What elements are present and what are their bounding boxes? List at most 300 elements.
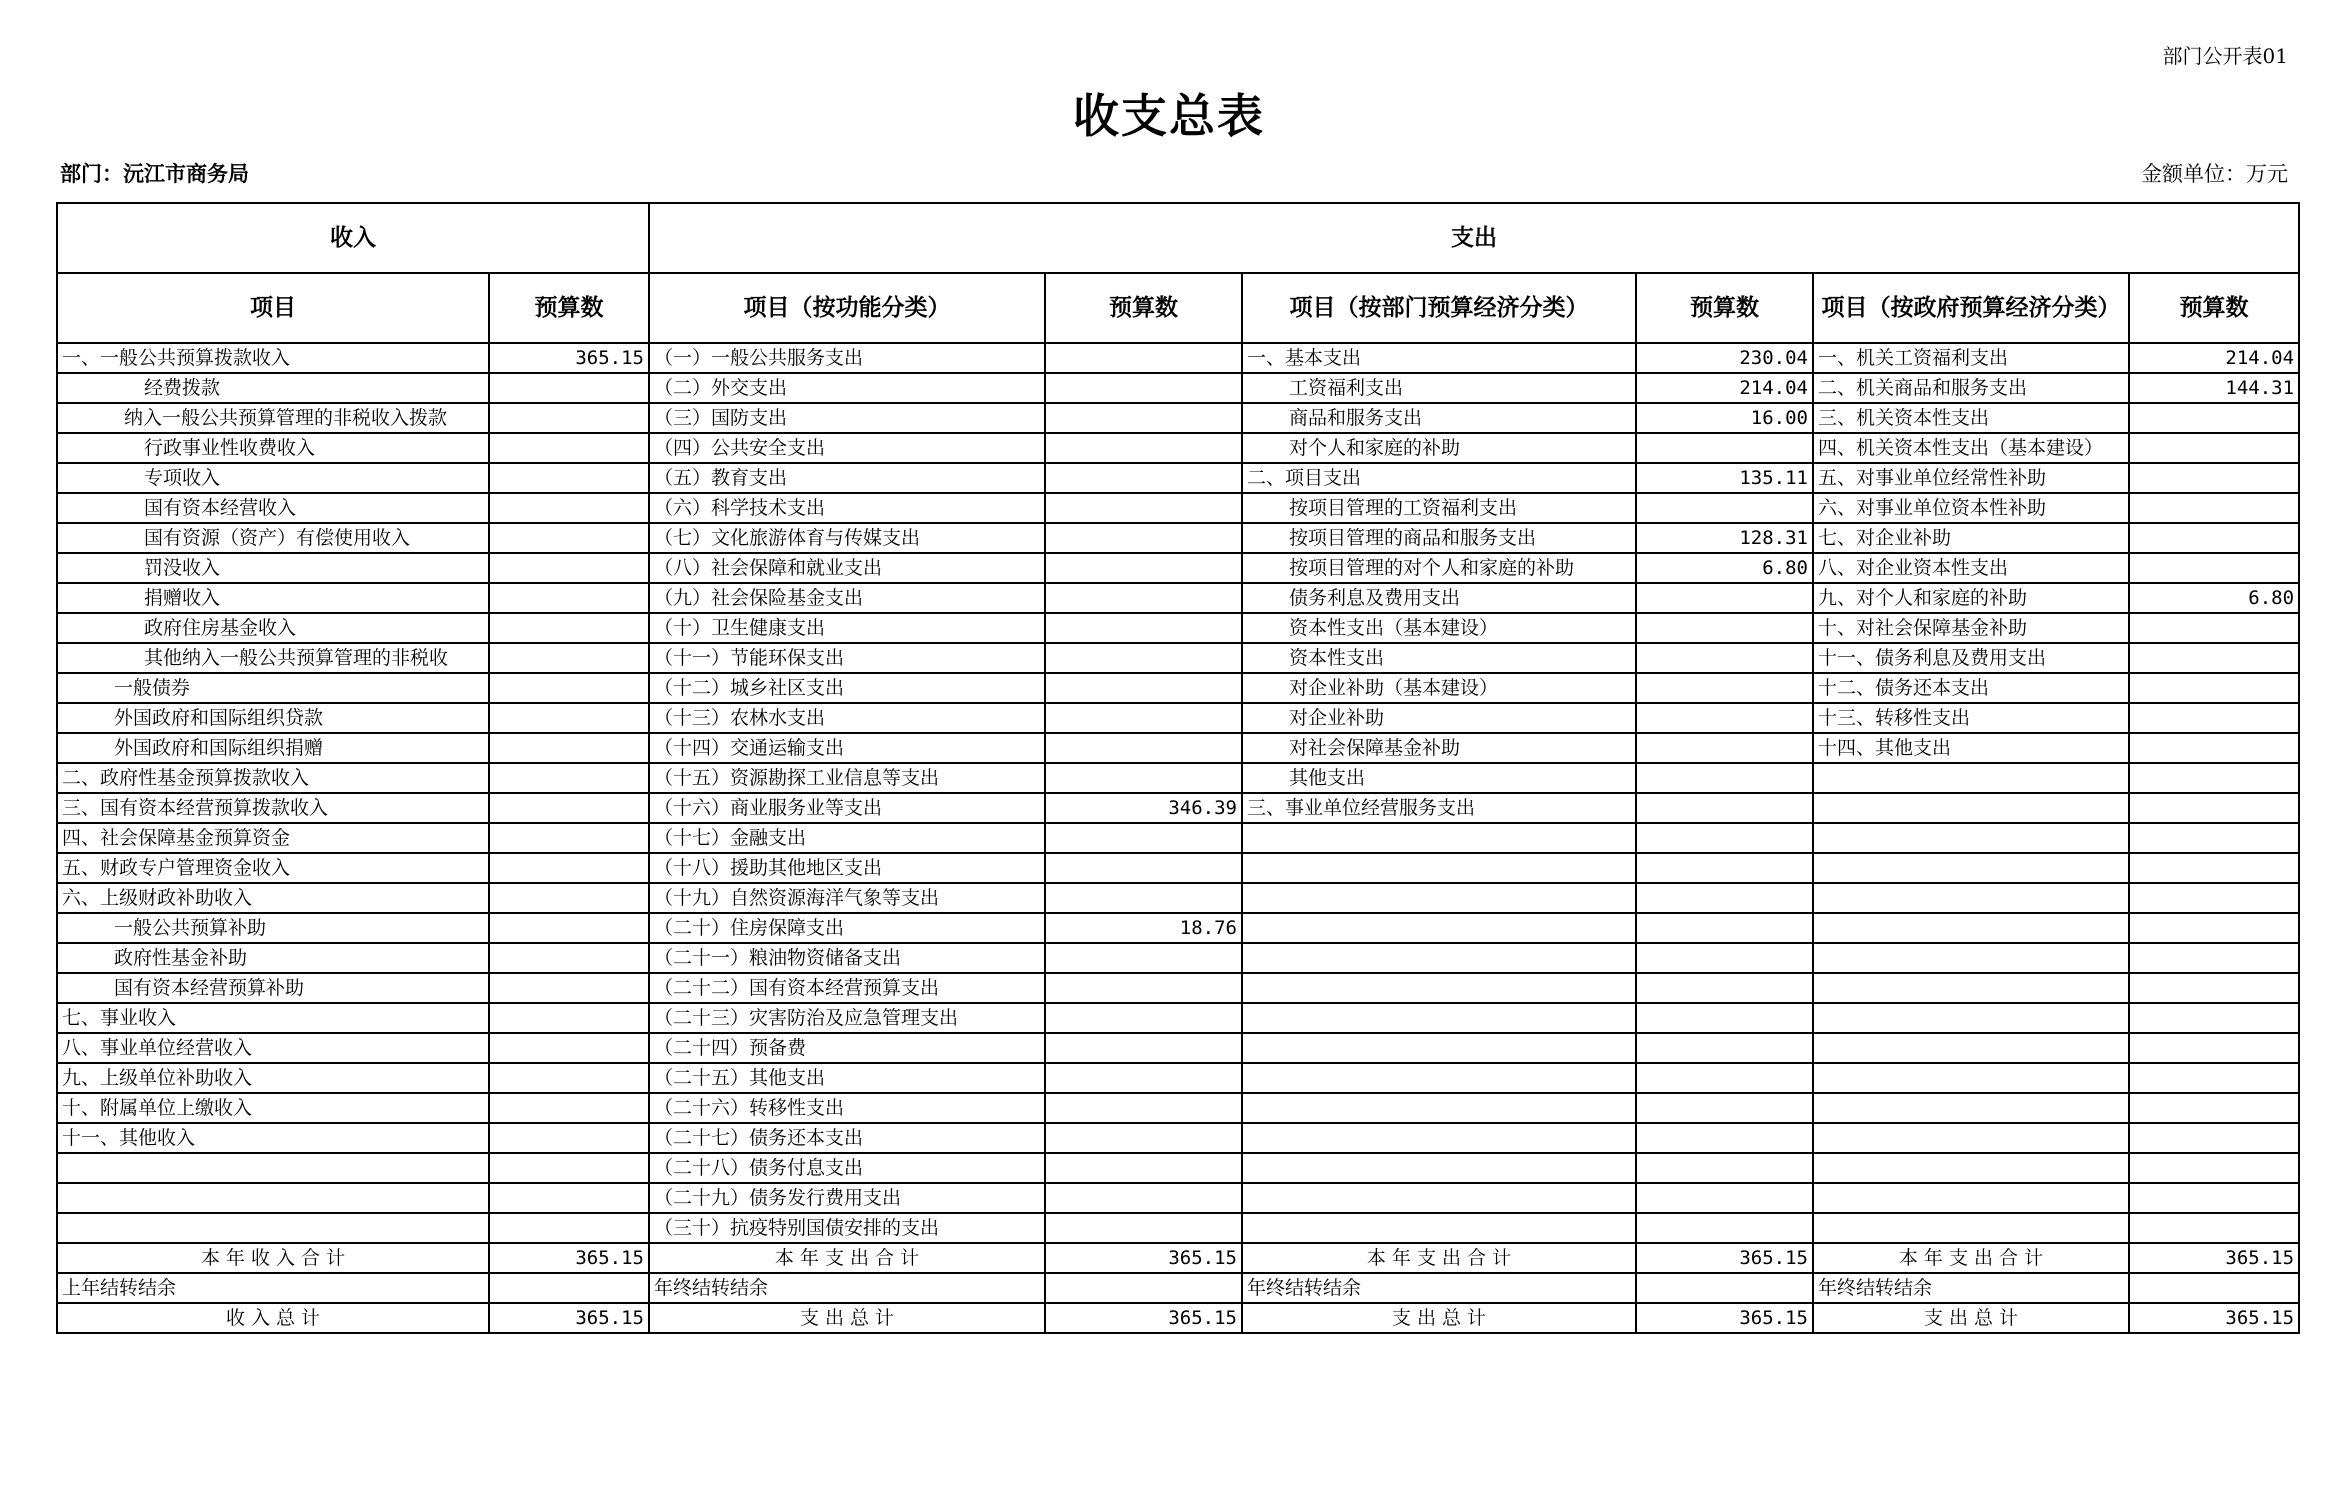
dept-amount-cell: 214.04 [1636,373,1813,403]
gov-amount-header: 预算数 [2129,273,2299,343]
gov-amount-cell [2129,1003,2299,1033]
income-item-header: 项目 [57,273,489,343]
income-amount-cell [489,553,649,583]
func-item-cell: （二十）住房保障支出 [649,913,1045,943]
dept-amount-cell [1636,1183,1813,1213]
table-row [57,403,2299,433]
func-item-cell: （二十二）国有资本经营预算支出 [649,973,1045,1003]
table-row [57,823,2299,853]
func-item-cell: （二十六）转移性支出 [649,1093,1045,1123]
func-item-header: 项目（按功能分类） [649,273,1045,343]
gov-item-cell [1813,1183,2129,1213]
dept-amount-cell: 230.04 [1636,343,1813,373]
func-item-cell: （三十）抗疫特别国债安排的支出 [649,1213,1045,1243]
func-amount-cell [1045,883,1242,913]
gov-amount-cell [2129,1153,2299,1183]
func-item-cell: （二十八）债务付息支出 [649,1153,1045,1183]
income-item-cell: 行政事业性收费收入 [57,433,489,463]
func-amount-header: 预算数 [1045,273,1242,343]
dept-amount-cell [1636,823,1813,853]
gov-amount-cell: 214.04 [2129,343,2299,373]
gov-amount-cell [2129,793,2299,823]
income-item-cell [57,1183,489,1213]
income-amount-cell [489,1183,649,1213]
gov-amount-cell [2129,1213,2299,1243]
gov-amount-cell [2129,1033,2299,1063]
dept-amount-cell [1636,1153,1813,1183]
expense-total-label: 支 出 总 计 [649,1303,1045,1333]
year-expense-label: 本 年 支 出 合 计 [1813,1243,2129,1273]
dept-amount-cell: 135.11 [1636,463,1813,493]
income-amount-cell: 365.15 [489,343,649,373]
income-item-cell: 其他纳入一般公共预算管理的非税收 [57,643,489,673]
department-label: 部门：沅江市商务局 [60,161,249,186]
gov-item-cell: 二、机关商品和服务支出 [1813,373,2129,403]
year-expense-gov-value: 365.15 [2129,1243,2299,1273]
gov-item-cell: 五、对事业单位经常性补助 [1813,463,2129,493]
dept-item-cell: 按项目管理的商品和服务支出 [1242,523,1636,553]
func-item-cell: （十六）商业服务业等支出 [649,793,1045,823]
table-row [57,703,2299,733]
gov-amount-cell [2129,493,2299,523]
dept-item-cell [1242,943,1636,973]
income-amount-header: 预算数 [489,273,649,343]
dept-amount-cell [1636,613,1813,643]
gov-item-cell [1813,1093,2129,1123]
income-item-cell: 十一、其他收入 [57,1123,489,1153]
func-amount-cell [1045,1123,1242,1153]
gov-amount-cell [2129,883,2299,913]
dept-amount-cell [1636,763,1813,793]
expense-total-dept-value: 365.15 [1636,1303,1813,1333]
func-item-cell: （十一）节能环保支出 [649,643,1045,673]
year-expense-label: 本 年 支 出 合 计 [1242,1243,1636,1273]
table-row [57,673,2299,703]
dept-amount-cell [1636,493,1813,523]
dept-item-cell: 对企业补助（基本建设） [1242,673,1636,703]
table-row [57,373,2299,403]
gov-item-header: 项目（按政府预算经济分类） [1813,273,2129,343]
dept-amount-cell [1636,973,1813,1003]
gov-amount-cell [2129,463,2299,493]
table-row [57,1063,2299,1093]
func-item-cell: （二）外交支出 [649,373,1045,403]
func-item-cell: （十八）援助其他地区支出 [649,853,1045,883]
func-item-cell: （二十四）预备费 [649,1033,1045,1063]
dept-amount-cell [1636,883,1813,913]
func-amount-cell [1045,1093,1242,1123]
income-item-cell: 一般公共预算补助 [57,913,489,943]
dept-item-cell [1242,853,1636,883]
income-item-cell: 国有资源（资产）有偿使用收入 [57,523,489,553]
table-row [57,553,2299,583]
income-item-cell [57,1153,489,1183]
carry-in-label: 上年结转结余 [57,1273,489,1303]
income-amount-cell [489,973,649,1003]
func-item-cell: （五）教育支出 [649,463,1045,493]
dept-item-cell: 资本性支出（基本建设） [1242,613,1636,643]
func-amount-cell [1045,823,1242,853]
dept-item-cell: 对企业补助 [1242,703,1636,733]
gov-item-cell: 六、对事业单位资本性补助 [1813,493,2129,523]
gov-item-cell [1813,853,2129,883]
dept-item-cell: 商品和服务支出 [1242,403,1636,433]
func-amount-cell [1045,523,1242,553]
expense-total-label: 支 出 总 计 [1813,1303,2129,1333]
dept-item-cell [1242,1123,1636,1153]
expense-total-label: 支 出 总 计 [1242,1303,1636,1333]
func-item-cell: （二十三）灾害防治及应急管理支出 [649,1003,1045,1033]
table-row [57,1213,2299,1243]
income-amount-cell [489,703,649,733]
func-item-cell: （十七）金融支出 [649,823,1045,853]
dept-amount-cell [1636,433,1813,463]
income-amount-cell [489,583,649,613]
table-row [57,793,2299,823]
table-row [57,463,2299,493]
func-amount-cell [1045,1003,1242,1033]
table-row [57,1093,2299,1123]
gov-item-cell [1813,1063,2129,1093]
carry-in-value [489,1273,649,1303]
gov-item-cell [1813,973,2129,1003]
gov-item-cell: 十、对社会保障基金补助 [1813,613,2129,643]
income-item-cell: 政府性基金补助 [57,943,489,973]
func-item-cell: （十五）资源勘探工业信息等支出 [649,763,1045,793]
income-item-cell: 国有资本经营收入 [57,493,489,523]
gov-item-cell [1813,883,2129,913]
dept-item-cell: 按项目管理的对个人和家庭的补助 [1242,553,1636,583]
func-amount-cell [1045,643,1242,673]
func-amount-cell [1045,1153,1242,1183]
income-total-label: 收 入 总 计 [57,1303,489,1333]
income-amount-cell [489,613,649,643]
table-row [57,433,2299,463]
dept-amount-header: 预算数 [1636,273,1813,343]
func-item-cell: （七）文化旅游体育与传媒支出 [649,523,1045,553]
dept-amount-cell [1636,793,1813,823]
table-row [57,1123,2299,1153]
dept-item-cell [1242,1033,1636,1063]
dept-amount-cell [1636,1123,1813,1153]
dept-amount-cell [1636,703,1813,733]
income-item-cell: 七、事业收入 [57,1003,489,1033]
table-row [57,1033,2299,1063]
dept-amount-cell [1636,853,1813,883]
income-amount-cell [489,373,649,403]
func-amount-cell [1045,553,1242,583]
func-item-cell: （十九）自然资源海洋气象等支出 [649,883,1045,913]
dept-amount-cell [1636,583,1813,613]
expense-total-gov-value: 365.15 [2129,1303,2299,1333]
gov-amount-cell [2129,913,2299,943]
carry-out-label: 年终结转结余 [649,1273,1045,1303]
dept-item-cell: 工资福利支出 [1242,373,1636,403]
func-amount-cell [1045,463,1242,493]
func-item-cell: （二十一）粮油物资储备支出 [649,943,1045,973]
income-amount-cell [489,913,649,943]
year-total-row [57,1243,2299,1273]
income-amount-cell [489,853,649,883]
gov-amount-cell [2129,673,2299,703]
grand-total-row [57,1303,2299,1333]
income-item-cell: 八、事业单位经营收入 [57,1033,489,1063]
gov-item-cell [1813,1123,2129,1153]
carry-out-value [2129,1273,2299,1303]
income-amount-cell [489,463,649,493]
dept-item-cell [1242,913,1636,943]
income-amount-cell [489,1033,649,1063]
func-amount-cell [1045,1063,1242,1093]
income-amount-cell [489,1153,649,1183]
table-row [57,943,2299,973]
table-row [57,343,2299,373]
gov-amount-cell [2129,1123,2299,1153]
func-item-cell: （九）社会保险基金支出 [649,583,1045,613]
table-row [57,733,2299,763]
gov-amount-cell [2129,403,2299,433]
carry-out-label: 年终结转结余 [1813,1273,2129,1303]
dept-item-cell: 三、事业单位经营服务支出 [1242,793,1636,823]
dept-amount-cell [1636,913,1813,943]
dept-amount-cell [1636,733,1813,763]
dept-amount-cell: 128.31 [1636,523,1813,553]
income-amount-cell [489,1063,649,1093]
dept-amount-cell [1636,673,1813,703]
income-item-cell: 一、一般公共预算拨款收入 [57,343,489,373]
dept-item-cell: 一、基本支出 [1242,343,1636,373]
func-amount-cell [1045,703,1242,733]
table-row [57,613,2299,643]
year-expense-dept-value: 365.15 [1636,1243,1813,1273]
table-row [57,1153,2299,1183]
func-item-cell: （三）国防支出 [649,403,1045,433]
expense-group-header: 支出 [649,203,2299,273]
gov-amount-cell: 6.80 [2129,583,2299,613]
income-amount-cell [489,433,649,463]
income-amount-cell [489,523,649,553]
dept-item-cell [1242,1183,1636,1213]
gov-amount-cell [2129,763,2299,793]
func-amount-cell [1045,403,1242,433]
gov-amount-cell: 144.31 [2129,373,2299,403]
table-row [57,1183,2299,1213]
income-item-cell: 捐赠收入 [57,583,489,613]
dept-item-cell: 其他支出 [1242,763,1636,793]
dept-amount-cell [1636,943,1813,973]
gov-amount-cell [2129,943,2299,973]
income-item-cell: 政府住房基金收入 [57,613,489,643]
dept-item-cell [1242,1003,1636,1033]
income-amount-cell [489,883,649,913]
dept-amount-cell [1636,1093,1813,1123]
dept-item-cell: 二、项目支出 [1242,463,1636,493]
dept-item-cell: 对社会保障基金补助 [1242,733,1636,763]
gov-item-cell: 三、机关资本性支出 [1813,403,2129,433]
table-row [57,583,2299,613]
gov-amount-cell [2129,1063,2299,1093]
table-row [57,493,2299,523]
income-amount-cell [489,823,649,853]
table-row [57,913,2299,943]
func-item-cell: （十四）交通运输支出 [649,733,1045,763]
income-item-cell: 纳入一般公共预算管理的非税收入拨款 [57,403,489,433]
func-amount-cell [1045,343,1242,373]
income-item-cell: 罚没收入 [57,553,489,583]
func-amount-cell [1045,763,1242,793]
gov-item-cell: 九、对个人和家庭的补助 [1813,583,2129,613]
income-item-cell: 国有资本经营预算补助 [57,973,489,1003]
func-amount-cell [1045,493,1242,523]
func-amount-cell [1045,1033,1242,1063]
func-amount-cell: 18.76 [1045,913,1242,943]
form-code: 部门公开表01 [2162,44,2288,68]
gov-item-cell [1813,1213,2129,1243]
income-item-cell: 经费拨款 [57,373,489,403]
func-item-cell: （二十七）债务还本支出 [649,1123,1045,1153]
gov-amount-cell [2129,703,2299,733]
income-item-cell: 九、上级单位补助收入 [57,1063,489,1093]
gov-item-cell: 十一、债务利息及费用支出 [1813,643,2129,673]
gov-item-cell: 十二、债务还本支出 [1813,673,2129,703]
income-amount-cell [489,733,649,763]
income-amount-cell [489,673,649,703]
income-group-header: 收入 [57,203,649,273]
table-row [57,883,2299,913]
income-amount-cell [489,1213,649,1243]
dept-item-header: 项目（按部门预算经济分类） [1242,273,1636,343]
gov-item-cell [1813,793,2129,823]
carry-row [57,1273,2299,1303]
income-amount-cell [489,403,649,433]
func-item-cell: （二十五）其他支出 [649,1063,1045,1093]
income-amount-cell [489,943,649,973]
gov-amount-cell [2129,973,2299,1003]
gov-amount-cell [2129,433,2299,463]
income-amount-cell [489,1003,649,1033]
dept-amount-cell [1636,1063,1813,1093]
income-amount-cell [489,1123,649,1153]
dept-amount-cell [1636,1003,1813,1033]
income-amount-cell [489,763,649,793]
year-income-value: 365.15 [489,1243,649,1273]
dept-amount-cell: 16.00 [1636,403,1813,433]
dept-amount-cell [1636,643,1813,673]
func-amount-cell [1045,613,1242,643]
gov-item-cell [1813,763,2129,793]
income-amount-cell [489,643,649,673]
gov-amount-cell [2129,1183,2299,1213]
year-expense-label: 本 年 支 出 合 计 [649,1243,1045,1273]
income-total-value: 365.15 [489,1303,649,1333]
income-item-cell: 四、社会保障基金预算资金 [57,823,489,853]
dept-item-cell [1242,1063,1636,1093]
func-amount-cell: 346.39 [1045,793,1242,823]
carry-out-value [1045,1273,1242,1303]
func-amount-cell [1045,373,1242,403]
income-item-cell: 外国政府和国际组织捐赠 [57,733,489,763]
gov-amount-cell [2129,853,2299,883]
table-row [57,643,2299,673]
income-amount-cell [489,1093,649,1123]
func-item-cell: （十三）农林水支出 [649,703,1045,733]
dept-item-cell [1242,1093,1636,1123]
gov-item-cell [1813,913,2129,943]
income-item-cell: 六、上级财政补助收入 [57,883,489,913]
gov-amount-cell [2129,613,2299,643]
page-title: 收支总表 [1073,89,1265,143]
gov-item-cell: 四、机关资本性支出（基本建设） [1813,433,2129,463]
income-item-cell: 二、政府性基金预算拨款收入 [57,763,489,793]
budget-table [56,202,2300,1334]
unit-label: 金额单位：万元 [2141,162,2288,186]
func-amount-cell [1045,1183,1242,1213]
dept-item-cell: 债务利息及费用支出 [1242,583,1636,613]
table-row [57,853,2299,883]
dept-item-cell: 按项目管理的工资福利支出 [1242,493,1636,523]
func-amount-cell [1045,1213,1242,1243]
gov-item-cell: 十四、其他支出 [1813,733,2129,763]
carry-out-label: 年终结转结余 [1242,1273,1636,1303]
table-row [57,763,2299,793]
gov-item-cell: 十三、转移性支出 [1813,703,2129,733]
gov-amount-cell [2129,643,2299,673]
income-item-cell: 三、国有资本经营预算拨款收入 [57,793,489,823]
func-item-cell: （二十九）债务发行费用支出 [649,1183,1045,1213]
dept-amount-cell [1636,1033,1813,1063]
func-amount-cell [1045,673,1242,703]
gov-amount-cell [2129,733,2299,763]
income-item-cell [57,1213,489,1243]
dept-amount-cell [1636,1213,1813,1243]
func-item-cell: （十）卫生健康支出 [649,613,1045,643]
gov-item-cell [1813,1033,2129,1063]
func-item-cell: （十二）城乡社区支出 [649,673,1045,703]
expense-total-func-value: 365.15 [1045,1303,1242,1333]
income-item-cell: 十、附属单位上缴收入 [57,1093,489,1123]
table-row [57,523,2299,553]
dept-item-cell [1242,883,1636,913]
dept-item-cell: 对个人和家庭的补助 [1242,433,1636,463]
year-expense-func-value: 365.15 [1045,1243,1242,1273]
func-item-cell: （六）科学技术支出 [649,493,1045,523]
year-income-label: 本 年 收 入 合 计 [57,1243,489,1273]
income-amount-cell [489,493,649,523]
gov-item-cell: 一、机关工资福利支出 [1813,343,2129,373]
gov-item-cell [1813,943,2129,973]
dept-amount-cell: 6.80 [1636,553,1813,583]
table-row [57,1003,2299,1033]
gov-item-cell: 七、对企业补助 [1813,523,2129,553]
carry-out-value [1636,1273,1813,1303]
gov-item-cell [1813,1153,2129,1183]
func-amount-cell [1045,853,1242,883]
gov-amount-cell [2129,553,2299,583]
func-amount-cell [1045,973,1242,1003]
gov-item-cell [1813,823,2129,853]
func-amount-cell [1045,433,1242,463]
func-amount-cell [1045,583,1242,613]
table-row [57,973,2299,1003]
func-amount-cell [1045,943,1242,973]
income-item-cell: 外国政府和国际组织贷款 [57,703,489,733]
dept-item-cell [1242,1153,1636,1183]
dept-item-cell [1242,973,1636,1003]
func-amount-cell [1045,733,1242,763]
dept-item-cell [1242,1213,1636,1243]
income-item-cell: 五、财政专户管理资金收入 [57,853,489,883]
gov-amount-cell [2129,523,2299,553]
